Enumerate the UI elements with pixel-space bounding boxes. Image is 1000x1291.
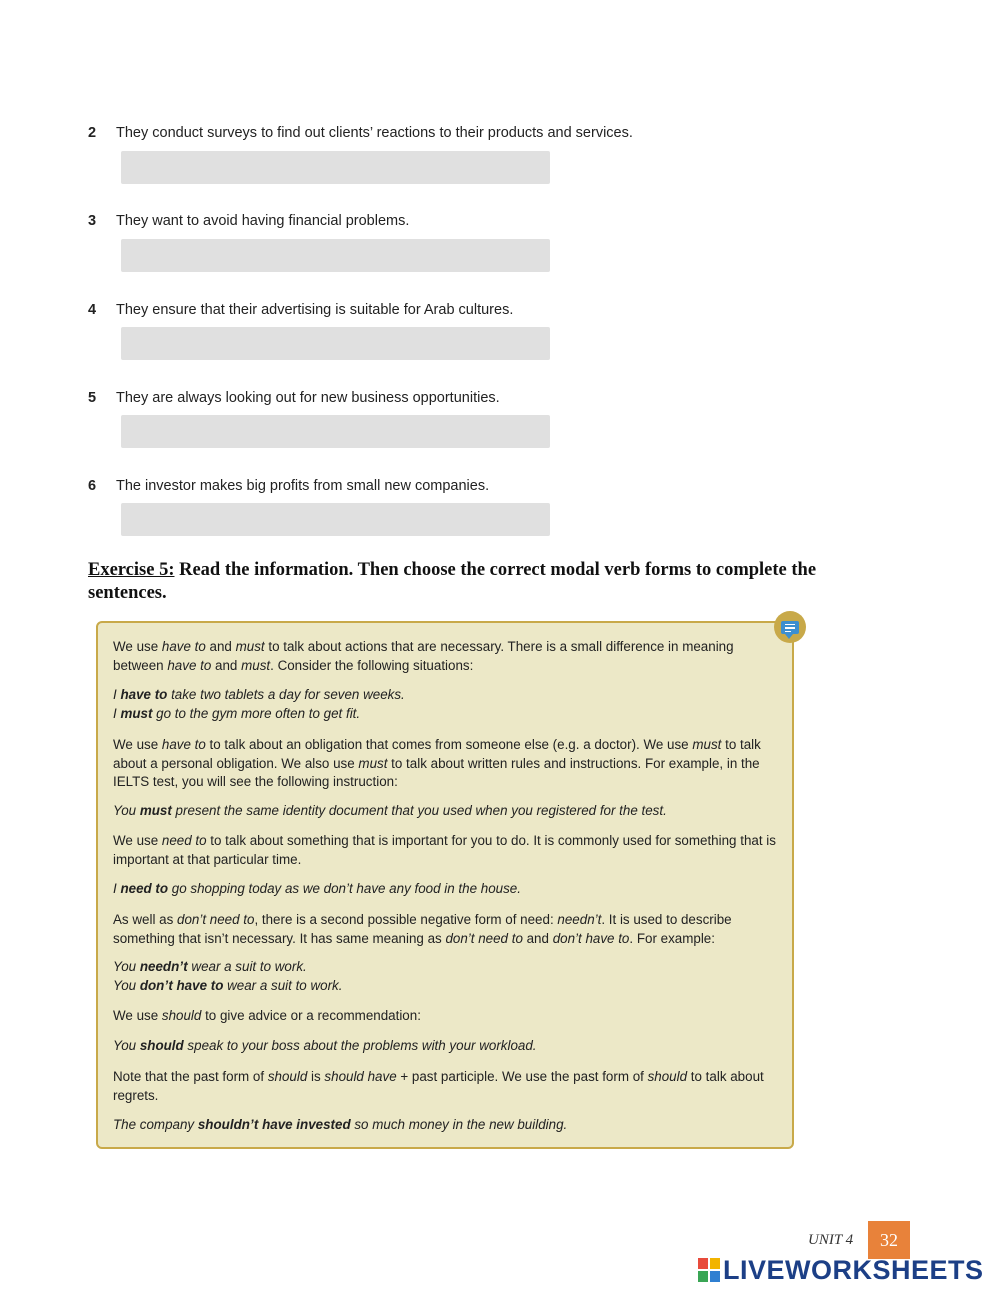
speech-bubble-icon bbox=[781, 621, 799, 634]
answer-field-6[interactable] bbox=[121, 503, 550, 536]
answer-field-4[interactable] bbox=[121, 327, 550, 360]
question-text: They want to avoid having financial problems. bbox=[116, 213, 410, 229]
question-number: 5 bbox=[88, 390, 97, 406]
logo-cubes-icon bbox=[698, 1258, 720, 1282]
question-6 bbox=[88, 478, 489, 494]
unit-label: UNIT 4 bbox=[808, 1232, 854, 1248]
question-2 bbox=[88, 125, 633, 141]
info-example-3: I need to go shopping today as we don’t have any food in the house. bbox=[113, 881, 521, 896]
info-paragraph-5: We use should to give advice or a recommendation: bbox=[113, 1008, 421, 1023]
answer-field-5[interactable] bbox=[121, 415, 550, 448]
question-number: 6 bbox=[88, 478, 97, 494]
exercise-instruction: Read the information. Then choose the correct modal verb forms to complete the sentences. bbox=[88, 560, 817, 603]
question-number: 4 bbox=[88, 302, 97, 318]
info-paragraph-1: We use have to and must to talk about actions that are necessary. There is a small difference in meaning between have to and must. Consider the following situations: bbox=[113, 639, 734, 673]
info-example-1b: I must go to the gym more often to get fit. bbox=[113, 706, 361, 721]
info-example-4a: You needn’t wear a suit to work. bbox=[113, 959, 307, 974]
question-text: They conduct surveys to find out clients’ reactions to their products and services. bbox=[116, 125, 633, 141]
info-example-1a: I have to take two tablets a day for seven weeks. bbox=[113, 687, 405, 702]
question-text: They are always looking out for new business opportunities. bbox=[116, 390, 500, 406]
info-example-4b: You don’t have to wear a suit to work. bbox=[113, 978, 343, 993]
info-example-6: The company shouldn’t have invested so much money in the new building. bbox=[113, 1117, 568, 1132]
page-number: 32 bbox=[868, 1221, 910, 1259]
exercise-heading bbox=[88, 559, 888, 605]
question-text: The investor makes big profits from small new companies. bbox=[116, 478, 490, 494]
answer-field-3[interactable] bbox=[121, 239, 550, 272]
answer-field-2[interactable] bbox=[121, 151, 550, 184]
info-paragraph-4: As well as don’t need to, there is a second possible negative form of need: needn’t. It is used to describe something that isn’t necessary. It has same meaning as don’t need to and don’t have to. For example: bbox=[113, 912, 732, 946]
info-example-2: You must present the same identity document that you used when you registered for the test. bbox=[113, 803, 667, 818]
question-number: 2 bbox=[88, 125, 97, 141]
exercise-label: Exercise 5: bbox=[88, 560, 175, 580]
liveworksheets-logo[interactable] bbox=[698, 1255, 984, 1285]
question-3 bbox=[88, 213, 409, 229]
info-paragraph-3: We use need to to talk about something that is important for you to do. It is commonly used for something that is important at that particular time. bbox=[113, 833, 776, 867]
question-number: 3 bbox=[88, 213, 97, 229]
question-5 bbox=[88, 390, 500, 406]
info-example-5: You should speak to your boss about the problems with your workload. bbox=[113, 1038, 537, 1053]
logo-text: LIVEWORKSHEETS bbox=[723, 1254, 984, 1285]
question-text: They ensure that their advertising is suitable for Arab cultures. bbox=[116, 302, 514, 318]
info-paragraph-2: We use have to to talk about an obligation that comes from someone else (e.g. a doctor). We use must to talk about a personal obligation. We also use must to talk about written rules and instructions. For example, in the IELTS test, you will see the following instruction: bbox=[113, 737, 761, 789]
info-paragraph-6: Note that the past form of should is should have + past participle. We use the past form of should to talk about regrets. bbox=[113, 1069, 764, 1103]
question-4 bbox=[88, 302, 513, 318]
